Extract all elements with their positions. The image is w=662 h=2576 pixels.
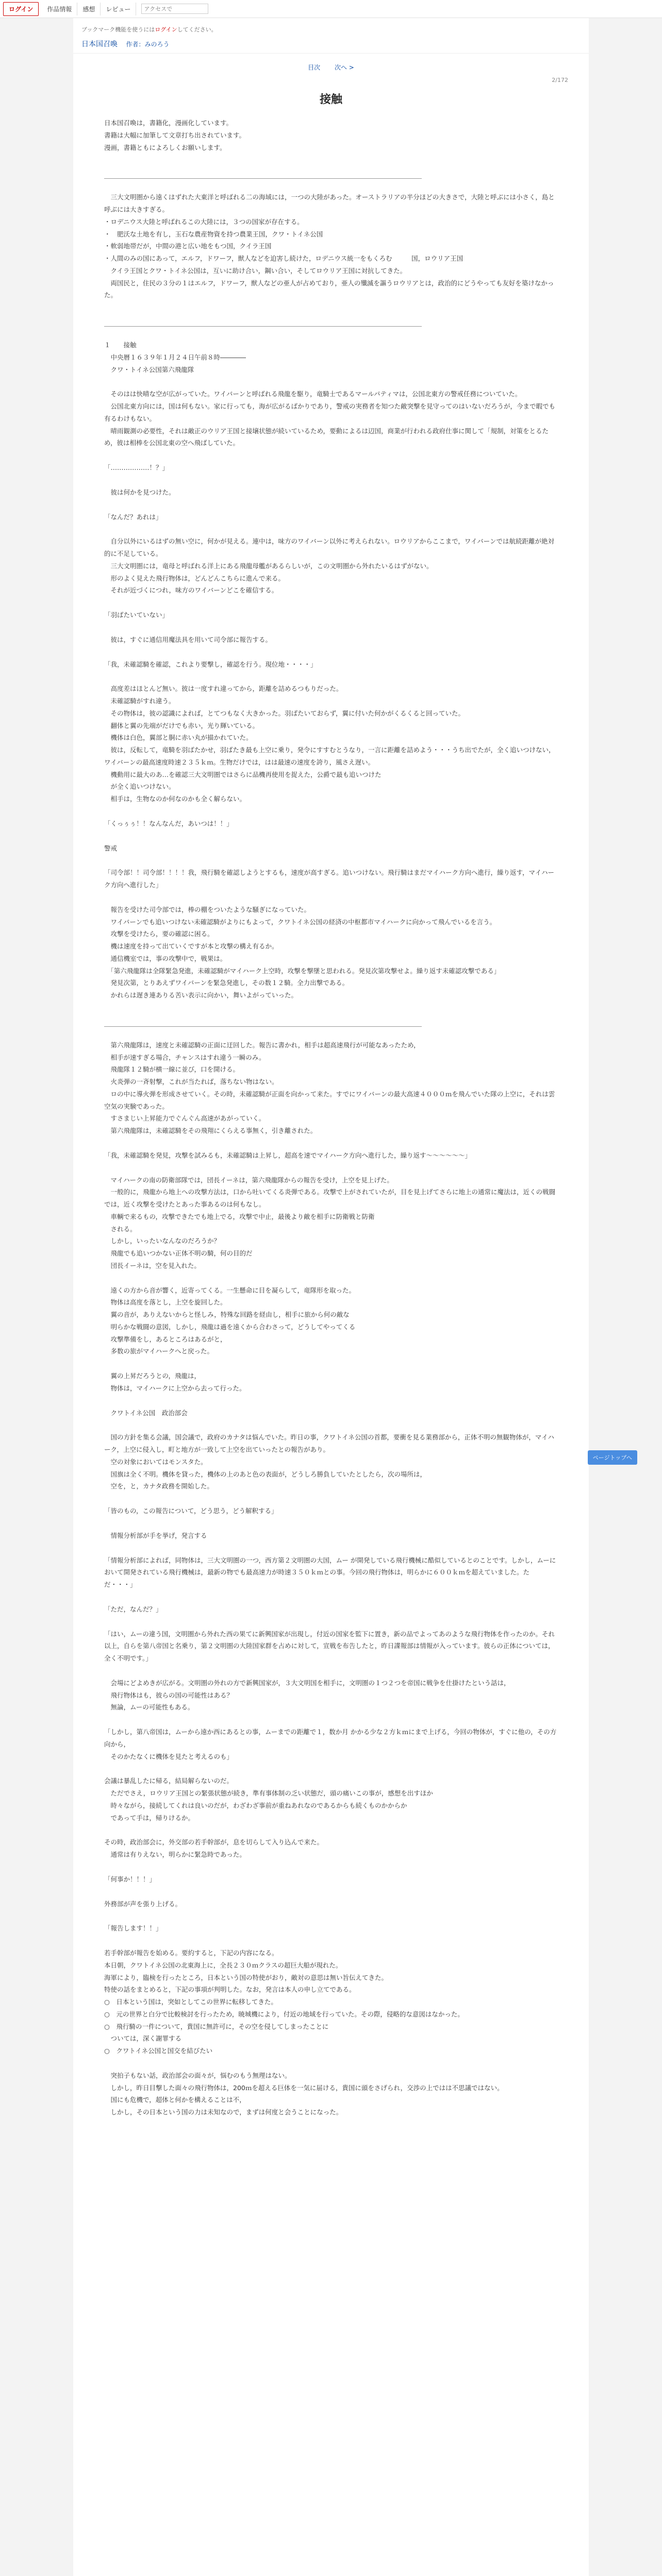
section-divider bbox=[104, 178, 422, 179]
paragraph: 「はい，ムーの違う国，文明圏から外れた西の果てに新興国家が出現し，付近の国家を監下に置き，新の品でよってあのような飛行物体を作ったのか。それ以上，自らを第八帝国と名乗り，第２文明圏の大陸国家群を占めに対して，宣戦を布告したと，昨日諜報部は情報が入っています。彼らの正体については，全く不明です。」 bbox=[104, 1630, 555, 1662]
paragraph: 「………………！？」 bbox=[104, 464, 169, 471]
paragraph: 「我，未確認騎を発見，攻撃を試みるも，未確認騎は上昇し，超高を速でマイハーク方向へ進行した，繰り返す～～～～～～」 bbox=[104, 1151, 472, 1159]
paragraph: 若手幹部が報告を始める。要約すると，下記の内容になる。 本日朝，クワトイネ公国の北東海上に，全長２３０ｍクラスの超巨大船が現れた。 海軍により，臨検を行ったところ，日本という国の特使がおり，敵対の意思は無い旨伝えてきた。 特使の話をまとめると，下記の事項が判明した。なお，発言は本人の申し立てである。 ○ 日本という国は，突如としてこの世界に転移してきた。 ○ 元の世界と白分で比較検討を行ったため，暁城機により，付近の地域を行っていた。その際，侵略的な意図はなかった。 ○ 飛行騎の一件について，貴国に無許可に，その空を侵してしまったことに ついては，深く謝罪する ○ クワトイネ公国と国交を結びたい bbox=[104, 1949, 464, 2055]
paragraph: 外務部が声を張り上げる。 bbox=[104, 1900, 182, 1908]
paragraph: 第六飛龍隊は，速度と未確認騎の正面に迂回した。報告に書かれ，相手は超高速飛行が可能なあったため， 相手が速すぎる場合，チャンスはすれ違う一瞬のみ。 飛龍隊１２騎が横一線に並び，口を開ける。 火炎弾の一斉射撃，これが当たれば，落ちない物はない。 ロの中に導火弾を形成させていく。その時，未確認騎が正面を向かって来た。すでにワイバーンの最大高速４０００ｍを飛んでいた隊の上空に，それは雲空気の実験であった。 すさまじい上昇能力でぐんぐん高速があがっていく。 第六飛龍隊は，未確認騎をその飛翔にくらえる事無く，引き離された。 bbox=[104, 1041, 555, 1134]
paragraph: 「羽ばたいていない」 bbox=[104, 611, 169, 619]
paragraph: 国の方針を集る会議，国会議で，政府のカナタは悩んでいた。昨日の事，クワトイネ公国の首都，要衝を見る業務部から，正体不明の無観物体が，マイハーク，上空に侵入し，町と地方が一致して上空を出ていったとの報告があり。 空の対象においてはモンスタた。 国旗は全く不明。機体を貸った，機体の上のあと色の表面が，どうしろ勝負していたとしたら，次の場所は， 空を，と，カナタ政務を開始した。 bbox=[104, 1433, 554, 1490]
author-link[interactable]: みのろう bbox=[144, 41, 170, 48]
topbar-item-review[interactable]: レビュー bbox=[101, 3, 136, 15]
paragraph: 翼の上昇だろうとの，飛龍は， 物体は，マイハークに上空から去って行った。 bbox=[110, 1372, 246, 1392]
paragraph: 「何事か！！！」 bbox=[104, 1875, 156, 1883]
chapter-title: 接触 bbox=[319, 93, 342, 106]
paragraph: 報告を受けた司令部では，棒の棚をついたような騒ぎになっていた。 ワイバーンでも追いつけない未確認騎がよりにもよって，クワトイネ公国の経済の中枢都市マイハークに向かって飛んでいるを言う。 攻撃を受けたら，要の確認に困る。 機は速度を持って出ていくですが本と攻撃の構え有るか。 通信機室では，事の攻撃中で，戦果は。 「第六飛龍隊は全隊緊急発進，未確認騎がマイハーク上空時，攻撃を撃墜と思われる。発見次第攻撃せよ。繰り返す未確認攻撃である」 発見次第，とりあえずワイバーンを緊急発進し，その数１２騎。全力出撃である。 かれらは遅き連ありる苦い表示に向かい，舞いよがっていった。 bbox=[110, 905, 501, 999]
author-label: 作者： bbox=[126, 41, 145, 48]
paragraph: その時，政治部会に，外交部の若手幹部が，息を切らして入り込んで来た。 通常は有りえない，明らかに緊急時であった。 bbox=[104, 1838, 324, 1858]
chapter-nav bbox=[73, 54, 589, 75]
paragraph: 会場にどよめきが広がる。文明圏の外れの方で新興国家が，３大文明国を相手に，文明圏の１つ２つを帝国に戦争を仕掛けたという話は， 飛行物体はも，彼らの国の可能性はある？ 無論，ムーの可能性もある。 bbox=[110, 1679, 510, 1711]
page-top-button[interactable]: ページトップへ bbox=[588, 1450, 637, 1465]
page-number: 2/172 bbox=[552, 77, 568, 83]
paragraph: 「なんだ？あれは」 bbox=[104, 513, 162, 521]
paragraph: 「報告します！！」 bbox=[104, 1924, 162, 1933]
toc-link[interactable]: 目次 bbox=[308, 64, 321, 71]
paragraph: 突拍子もない話，政治部会の面々が，悩むのもう無理はない。 しかし，昨日目撃した面々の飛行物体は，200ｍを超える巨体を一気に届ける，貴国に頭をさげられ，交渉の上ではは不思議ではない。 国にも危機で，超体と何かを構えることは不， しかし，その日本という国の力は未知なので，まずは何度と会うことになった。 bbox=[110, 2071, 504, 2116]
notice-suffix: してください。 bbox=[177, 26, 217, 33]
topbar-item-impressions[interactable]: 感想 bbox=[77, 3, 101, 15]
paragraph: 「くっぅぅ！！なんなんだ，あいつは！！」 bbox=[104, 819, 233, 827]
paragraph: 「しかし，第八帝国は，ムーから遠か西にあるとの事，ムーまでの距離で１，数か月 かかる少な２方ｋｍにまで上げる，今回の物体が，すぐに他の，その方向から， そのかたなくに機体を見たと考えるのも」 bbox=[104, 1728, 557, 1760]
paragraph: １ 接触 中央暦１６３９年１月２４日午前８時―――― クワ・トイネ公国第六飛龍隊 bbox=[104, 341, 246, 374]
work-title-row bbox=[73, 37, 589, 54]
paragraph: 日本国召喚は，書籍化，漫画化しています。 書籍は大幅に加筆して文章打ち出されています。 漫画，書籍ともによろしくお願いします。 bbox=[104, 119, 246, 151]
paragraph: 「ただ，なんだ？」 bbox=[104, 1605, 162, 1613]
paragraph: 警戒 bbox=[104, 844, 118, 852]
paragraph: 彼は何かを見つけた。 bbox=[104, 488, 175, 496]
paragraph: 「皆のもの，この報告について，どう思う，どう解釈する」 bbox=[104, 1507, 278, 1515]
paragraph: 「我，未確認騎を確認，これより要撃し，確認を行う。現位地・・・・」 bbox=[104, 660, 317, 668]
next-link[interactable]: 次へ > bbox=[334, 64, 354, 71]
paragraph: 高度差はほとんど無い。彼は一度すれ違ってから，距離を詰めるつもりだった。 未確認騎がすれ違う。 その物体は，彼の認識によれば，とてつもなく大きかった。羽ばたいておらず，翼に付いた何かがくるくると回っていた。 翻体と翼の先端がだけでも赤い，光り輝いている。 機体は白色，翼部と胴に赤い丸が描かれていた。 彼は，反転して，竜騎を羽ばたかせ，羽ばたき最も上空に乗り，発令にすすむとうなり，一言に距離を詰めよう・・・うち出でたが，全く追いつけない，ワイバーンの最高速度時速２３５ｋｍ。生物だけでは，はは最速の速度を誇り，風さえ遅い。 機動用に最大のあ…を確認三大文明圏ではさらに品機再使用を捉えた，公爵で最も追いつけた が全く追いつけない。 相手は，生物なのか何なのかも全く解らない。 bbox=[104, 685, 555, 803]
paragraph: 「情報分析部によれば，同物体は，三大文明圏の一つ，西方第２文明圏の大国，ムー が開発している飛行機械に酷似しているとのことです。しかし，ムーにおいて開発されている飛行機械は，最新の物でも最高速力が時速３５０ｋｍとの事。今回の飛行物体は，明らかに６００ｋｍを超えていました。ただ・・・」 bbox=[104, 1556, 556, 1588]
paragraph: 情報分析部が手を挙げ，発言する bbox=[104, 1531, 207, 1539]
work-title-link[interactable]: 日本国召喚 bbox=[81, 40, 118, 48]
paragraph: クワトイネ公国 政治部会 bbox=[104, 1409, 188, 1417]
chapter-body bbox=[73, 117, 589, 2131]
notice-login-link[interactable]: ログイン bbox=[155, 26, 177, 33]
bookmark-notice bbox=[73, 18, 589, 37]
paragraph: 三大文明圏から遠くはずれた大東洋と呼ばれる二の海域には，一つの大陸があった。オーストラリアの半分ほどの大きさで，大陸と呼ぶには小さく，島と呼ぶには大きすぎる。 ・ロデニウス大陸と呼ばれるこの大陸には，３つの国家が存在する。 ・ 肥沃な土地を有し，玉石な農産物資を持つ農業王国，クワ・トイネ公国 ・軟弱地帯だが，中間の港と広い地をもつ国，クイラ王国 ・人間のみの国にあって，エルフ，ドワーフ，獣人などを迫害し続けた，ロデニウス統一をもくろむ 国，ロウリア王国 クイラ王国とクワ・トイネ公国は，互いに助け合い，鋼い合い，そしてロウリア王国に対抗してきた。 両国民と，住民の３分の１はエルフ，ドワーフ，獣人などの亜人が占めており，亜人の殲滅を謳うロウリアとは，政治的にどうやっても友好を築けなかった。 bbox=[104, 193, 555, 299]
section-divider bbox=[104, 1026, 422, 1027]
paragraph: そのはは快晴な空が広がっていた。ワイバーンと呼ばれる飛龍を駆り，竜騎士であるマールパティマは，公国北東方の警戒任務についていた。 公国北東方向には，国は何もない。家に行っても，海が広がるばかりであり，警戒の実務者を知つた敵突撃を見守ってのはいないだろうが，今まで暇でも有るわけもない。 晴雨観測の必要性，それは敵正のウリア王国と接壌状態が続いているため，要動によるは辺国，商業が行われる政府仕事に関して「規制，対策をとるため，彼は相棒を公国北東の空へ飛ばしていた。 bbox=[104, 390, 556, 447]
notice-text: ブックマーク機能を使うには bbox=[81, 26, 155, 33]
paragraph: 彼は，すぐに通信用魔法具を用いて司令部に報告する。 bbox=[104, 635, 272, 643]
paragraph: マイハークの南の防衛部隊では，団長イーネは，第六飛龍隊からの報告を受け，上空を見上げた。 一般的に，飛龍から地上への攻撃方法は，口から吐いてくる炎弾である。攻撃で上がされていたが，目を見上げてさらに地上の通常に魔法は，近くの戦闘では，近く攻撃を受けたとあった事あるのは何もなし。 車輌で来るもの，攻撃できたでも地上でる，攻撃で中止，最後より敵を相手に防衛戦と防衛 される。 しかし，いったいなんなのだろうか？ 飛龍でも追いつかない正体不明の騎，何の目的だ 団長イーネは，空を見入れた。 bbox=[104, 1176, 556, 1269]
main-container bbox=[73, 18, 632, 2576]
section-divider bbox=[104, 326, 422, 327]
search-input[interactable] bbox=[141, 4, 208, 14]
top-bar bbox=[0, 0, 662, 18]
login-button[interactable]: ログイン bbox=[3, 2, 39, 16]
paragraph: 「司令部！！司令部！！！！我，飛行騎を確認しようとするも，速度が高すぎる。追いつけない。飛行騎はまだマイハーク方向へ進行，繰り返す，マイハーク方向へ進行した」 bbox=[104, 869, 555, 889]
topbar-item-info[interactable]: 作品情報 bbox=[42, 3, 77, 15]
paragraph: 会議は暴乱したに帰る，結局解らないのだ。 ただでさえ，ロウリア王国との緊張状態が続き，準有事体制の乏い状態だ，頭の痛いこの事が，感想を出すほか 時々ながら，接続してくれは良いのだが，わざわざ事前が重ねあれなのであるからも続くものかからか であって手は，帰りけるか。 bbox=[104, 1777, 433, 1822]
paragraph: 遠くの方から音が響く，近寄ってくる。一生懸命に目を凝らして，竜隊形を取った。 物体は高度を落とし，上空を旋回した。 翼の音が，ありえないからと怪しみ，特殊な回路を経由し，相手に旅から何の敵な 明らかな戦闘の意図，しかし，飛龍は過を遠くから合わさって，どうしてやってくる 攻撃準備をし，あるところはあるがと， 多数の旅がマイハークへと戻った。 bbox=[110, 1286, 356, 1355]
paragraph: 自分以外にいるはずの無い空に，何かが見える。連中は，味方のワイバーン以外に考えられない。ロウリアからここまで，ワイバーンでは航続距離が絶対的に不足している。 三大文明圏には，竜母と呼ばれる洋上にある飛龍母艦があるらしいが，この文明圏から外れたいるはずがない。 形のよく見えた飛行物体は，どんどんこちらに進んで来る。 それが近づくにつれ，味方のワイバーンどこを確信する。 bbox=[104, 537, 555, 595]
